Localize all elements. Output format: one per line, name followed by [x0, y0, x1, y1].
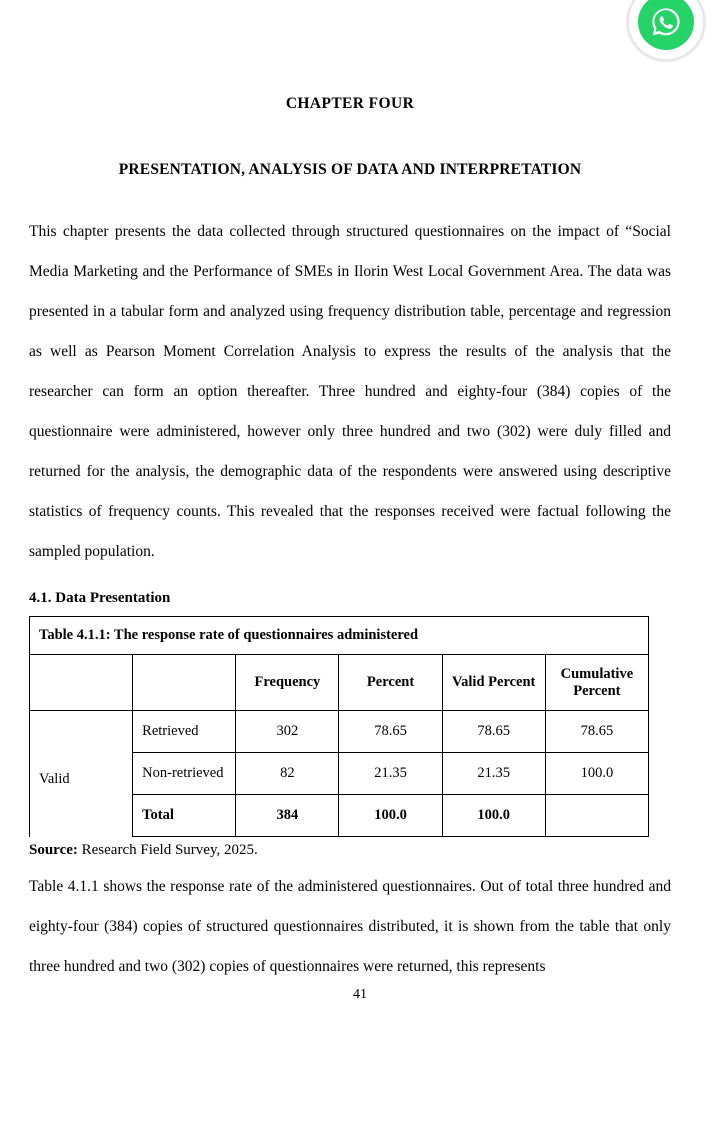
table-caption: Table 4.1.1: The response rate of questionnaires administered: [30, 617, 649, 655]
response-rate-table: [29, 616, 649, 837]
page-number: 41: [353, 987, 367, 1002]
table-caption-row: [30, 617, 649, 655]
page-title: CHAPTER FOUR: [285, 95, 415, 112]
table-cell-category: Non-retrieved: [133, 753, 236, 795]
table-source: [29, 837, 671, 859]
table-cell-cumulative-percent: 100.0: [545, 753, 648, 795]
document-content: [29, 0, 671, 987]
intro-paragraph: This chapter presents the data collected through structured questionnaires on the impact of “Social Media Marketing and the Performance of SMEs in Ilorin West Local Government Area. The data was presented in a tabular form and analyzed using frequency distribution table, percentage and regression as well as Pearson Moment Correlation Analysis to express the results of the analysis that the researcher can form an option thereafter. Three hundred and eighty-four (384) copies of the questionnaire were administered, however only three hundred and two (302) were duly filled and returned for the analysis, the demographic data of the respondents were answered using descriptive statistics of frequency counts. This revealed that the responses received were factual following the sampled population.: [29, 223, 671, 560]
table-row: [30, 711, 649, 753]
table-cell-category: Retrieved: [133, 711, 236, 753]
table-cell-percent: 21.35: [339, 753, 442, 795]
table-cell-valid-percent: 21.35: [442, 753, 545, 795]
table-cell-category: Total: [133, 795, 236, 837]
table-header-blank-1: [30, 655, 133, 711]
section-heading: 4.1. Data Presentation: [29, 590, 171, 606]
page-subtitle: PRESENTATION, ANALYSIS OF DATA AND INTERPRETATION: [118, 161, 582, 178]
table-cell-cumulative-percent: [545, 795, 648, 837]
source-label: Source:: [29, 842, 78, 858]
table-cell-frequency: 302: [236, 711, 339, 753]
table-cell-percent: 100.0: [339, 795, 442, 837]
table-cell-cumulative-percent: 78.65: [545, 711, 648, 753]
after-table-paragraph: Table 4.1.1 shows the response rate of the administered questionnaires. Out of total three hundred and eighty-four (384) copies of structured questionnaires distributed, it is shown from the table that only three hundred and two (302) copies of questionnaires were returned, this represents: [29, 878, 671, 975]
table-header-row: [30, 655, 649, 711]
table-cell-frequency: 384: [236, 795, 339, 837]
source-text: Research Field Survey, 2025.: [81, 842, 258, 858]
table-header-blank-2: [133, 655, 236, 711]
table-header-valid-percent: Valid Percent: [442, 655, 545, 711]
table-header-frequency: Frequency: [236, 655, 339, 711]
table-header-cumulative-percent: Cumulative Percent: [545, 655, 648, 711]
table-cell-percent: 78.65: [339, 711, 442, 753]
table-header-percent: Percent: [339, 655, 442, 711]
table-cell-valid-percent: 78.65: [442, 711, 545, 753]
table-cell-valid-percent: 100.0: [442, 795, 545, 837]
table-cell-frequency: 82: [236, 753, 339, 795]
table-group-label: Valid: [30, 711, 133, 837]
